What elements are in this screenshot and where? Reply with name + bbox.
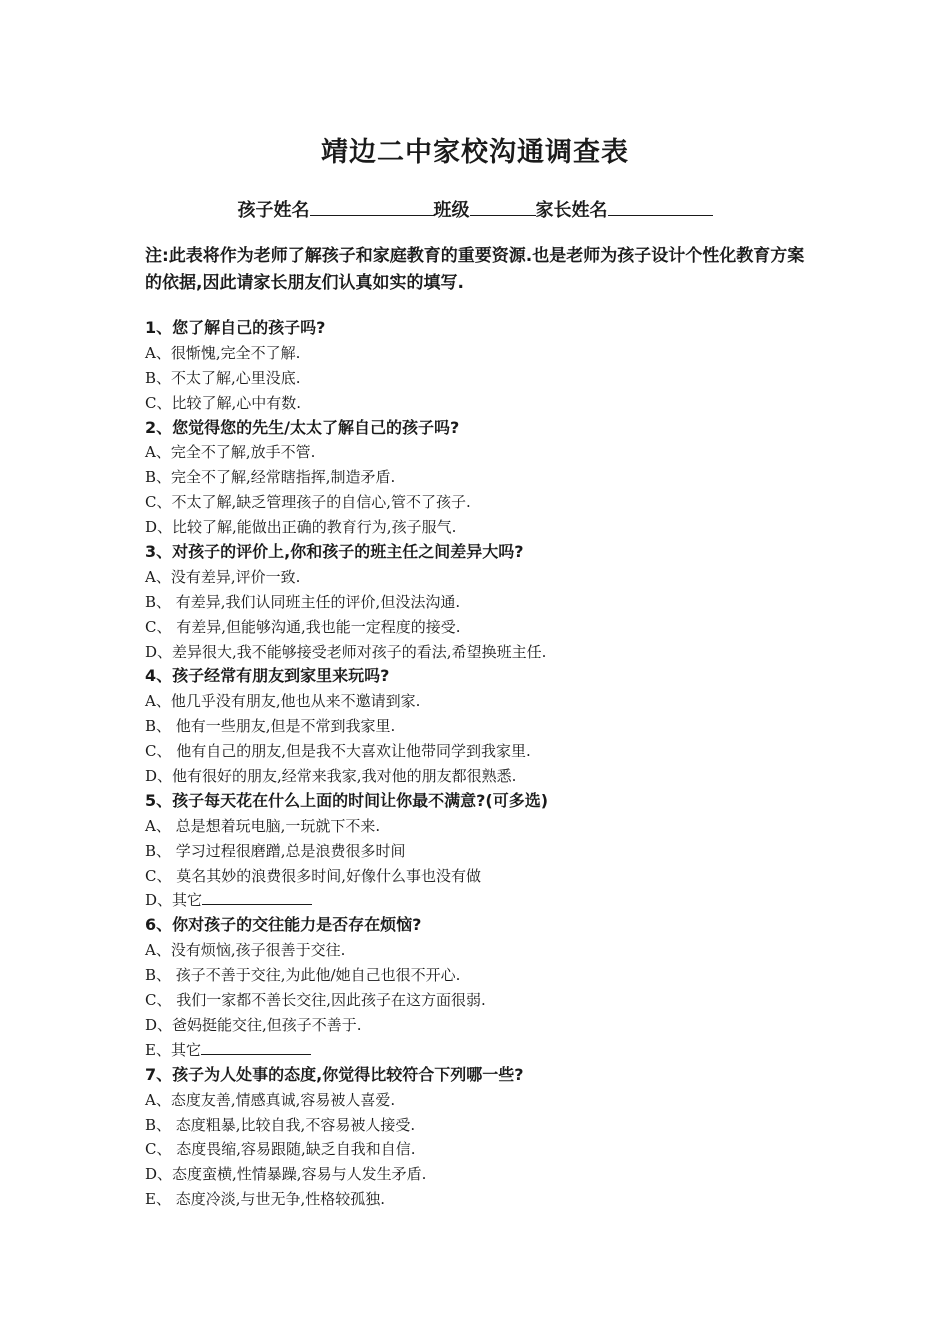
info-line [0, 196, 950, 222]
option[interactable]: C、 莫名其妙的浪费很多时间,好像什么事也没有做 [145, 866, 482, 885]
option[interactable]: B、 学习过程很磨蹭,总是浪费很多时间 [145, 841, 406, 860]
other-blank[interactable] [202, 889, 312, 905]
question-text: 4、孩子经常有朋友到家里来玩吗? [145, 666, 390, 686]
parent-name-label: 家长姓名 [535, 200, 608, 221]
question-4 [145, 664, 825, 788]
other-blank[interactable] [201, 1039, 311, 1055]
option[interactable]: A、态度友善,情感真诚,容易被人喜爱. [145, 1090, 396, 1109]
question-text: 5、孩子每天花在什么上面的时间让你最不满意?(可多选) [145, 790, 549, 810]
option-label: E、其它 [145, 1040, 201, 1059]
option-other[interactable] [145, 1038, 825, 1063]
option[interactable]: A、他几乎没有朋友,他也从来不邀请到家. [145, 692, 421, 711]
parent-name-blank[interactable] [608, 197, 713, 216]
option[interactable]: B、 他有一些朋友,但是不常到我家里. [145, 717, 396, 736]
option[interactable]: C、 态度畏缩,容易跟随,缺乏自我和自信. [145, 1140, 416, 1159]
option[interactable]: C、比较了解,心中有数. [145, 393, 302, 412]
option[interactable]: A、没有烦恼,孩子很善于交往. [145, 941, 346, 960]
question-text: 3、对孩子的评价上,你和孩子的班主任之间差异大吗? [145, 542, 524, 562]
option[interactable]: B、 有差异,我们认同班主任的评价,但没法沟通. [145, 592, 461, 611]
option[interactable]: B、完全不了解,经常瞎指挥,制造矛盾. [145, 468, 396, 487]
option-other[interactable] [145, 888, 825, 913]
question-text: 7、孩子为人处事的态度,你觉得比较符合下列哪一些? [145, 1064, 524, 1084]
option[interactable]: C、 我们一家都不善长交往,因此孩子在这方面很弱. [145, 991, 486, 1010]
option[interactable]: D、他有很好的朋友,经常来我家,我对他的朋友都很熟悉. [145, 767, 517, 786]
question-2 [145, 416, 825, 540]
option[interactable]: A、很惭愧,完全不了解. [145, 343, 301, 362]
option[interactable]: D、比较了解,能做出正确的教育行为,孩子服气. [145, 518, 457, 537]
option[interactable]: A、没有差异,评价一致. [145, 567, 301, 586]
instructions-note: 注:此表将作为老师了解孩子和家庭教育的重要资源.也是老师为孩子设计个性化教育方案的依据,因此请家长朋友们认真如实的填写. [145, 246, 805, 293]
option[interactable]: B、不太了解,心里没底. [145, 368, 301, 387]
child-name-blank[interactable] [310, 197, 434, 216]
question-5 [145, 789, 825, 913]
option[interactable]: B、 孩子不善于交往,为此他/她自己也很不开心. [145, 966, 461, 985]
class-blank[interactable] [470, 197, 536, 216]
child-name-label: 孩子姓名 [237, 200, 310, 221]
option[interactable]: D、态度蛮横,性情暴躁,容易与人发生矛盾. [145, 1165, 427, 1184]
question-1 [145, 316, 825, 416]
question-text: 6、你对孩子的交往能力是否存在烦恼? [145, 915, 422, 935]
option[interactable]: A、 总是想着玩电脑,一玩就下不来. [145, 816, 381, 835]
question-text: 1、您了解自己的孩子吗? [145, 318, 326, 337]
option[interactable]: E、 态度冷淡,与世无争,性格较孤独. [145, 1190, 386, 1209]
question-6 [145, 913, 825, 1062]
option[interactable]: D、差异很大,我不能够接受老师对孩子的看法,希望换班主任. [145, 642, 547, 661]
option[interactable]: C、 有差异,但能够沟通,我也能一定程度的接受. [145, 617, 461, 636]
question-list [145, 316, 825, 1212]
option[interactable]: C、不太了解,缺乏管理孩子的自信心,管不了孩子. [145, 493, 471, 512]
page-title: 靖边二中家校沟通调查表 [321, 137, 629, 168]
question-3 [145, 540, 825, 664]
option[interactable]: A、完全不了解,放手不管. [145, 443, 316, 462]
option-label: D、其它 [145, 891, 203, 910]
option[interactable]: C、 他有自己的朋友,但是我不大喜欢让他带同学到我家里. [145, 742, 531, 761]
question-text: 2、您觉得您的先生/太太了解自己的孩子吗? [145, 417, 460, 437]
option[interactable]: D、爸妈挺能交往,但孩子不善于. [145, 1015, 362, 1034]
question-7 [145, 1063, 825, 1212]
class-label: 班级 [433, 200, 470, 221]
option[interactable]: B、 态度粗暴,比较自我,不容易被人接受. [145, 1115, 416, 1134]
